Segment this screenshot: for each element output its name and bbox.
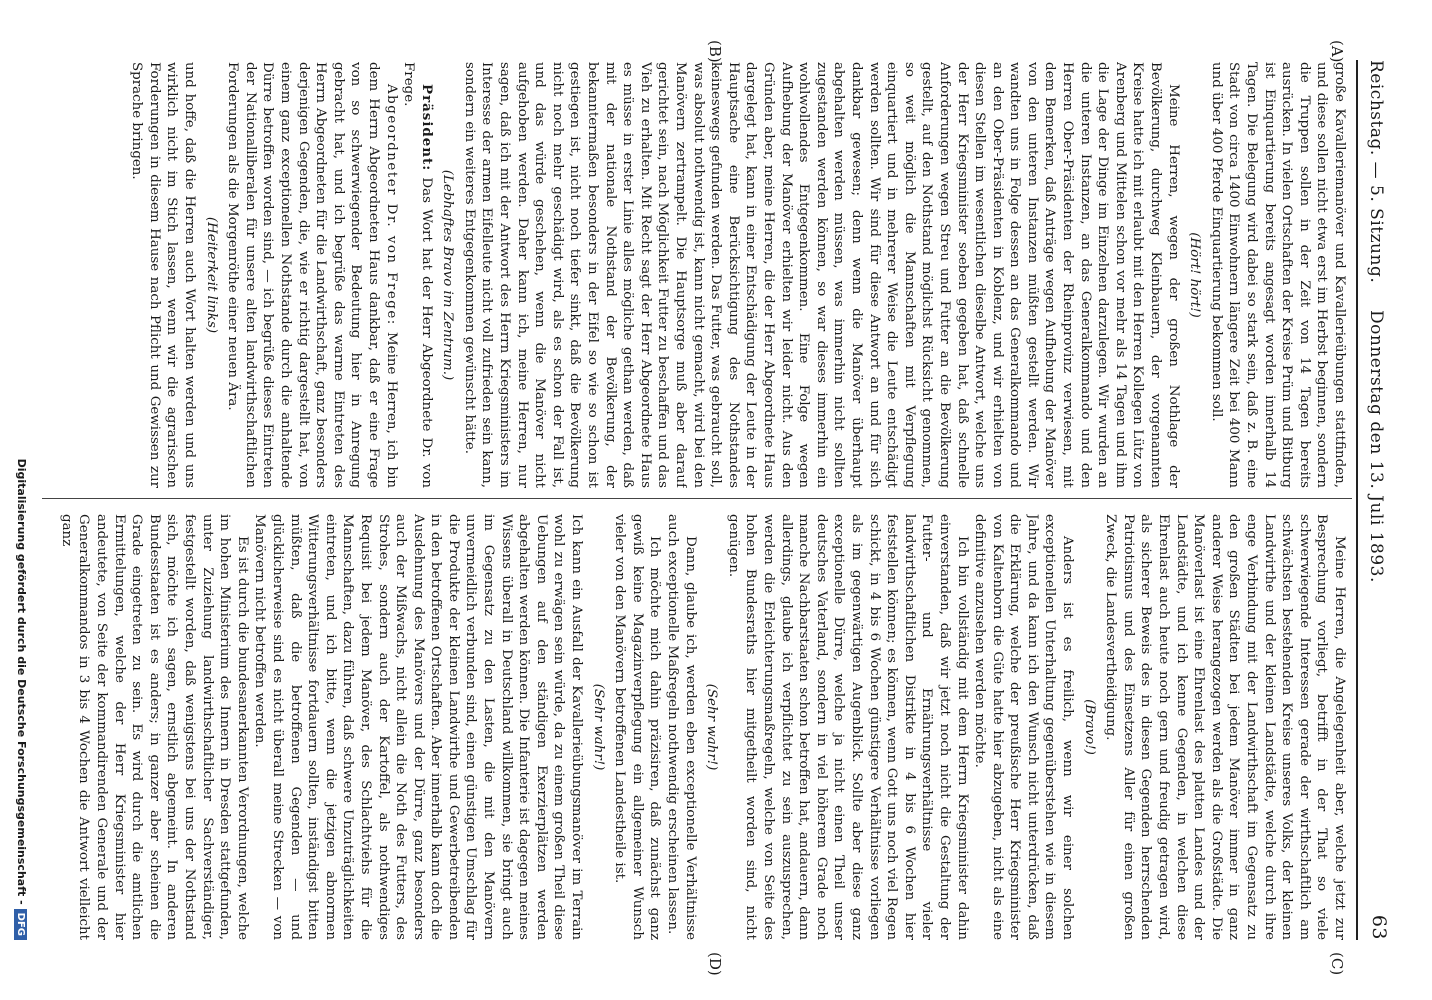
right-paragraph-7: Es ist durch die bundesanerkannten Verordnungen, welche im hohen Ministerium des Innern in Dresden stattgefunden, unter Zuziehung landwirthschaftlicher Sachverständiger, festgestellt worden, daß wenigstens bei uns der Nothstand sich, möchte ich sagen, ernstlich abgemeint. In anderen Bundesstaaten ist es anders; in ganzer aber scheinen die Grade eingetreten zu sein. Es wird durch die amtlichen Ermittelungen, welche der Herr Kriegsminister hier andeutete, von Seite der kommandirenden Generale und der Generalkommandos in 3 bis 4 Wochen die Antwort vielleicht ganz (58, 514, 250, 940)
left-paragraph-3 (400, 62, 435, 488)
right-column (48, 514, 1348, 940)
margin-mark-d: (D) (706, 952, 724, 976)
president-statement: Das Wort hat der Herr Abgeordnete Dr. von Frege. (401, 62, 434, 488)
left-remark-3: (Heiterkeit links) (203, 216, 219, 334)
president-label: Präsident: (418, 84, 435, 172)
header-rule (1356, 60, 1358, 940)
dfg-logo-badge: DFG (14, 909, 27, 940)
header-date: Donnerstag den 13. Juli 1893. (1366, 310, 1386, 583)
right-paragraph-4: Dann, glaube ich, werden eben exceptionelle Verhältnisse auch exceptionelle Maßregeln nothwendig erscheinen lassen. (665, 514, 698, 940)
right-paragraph-6: Ich kann ein Ausfall der Kavallerieübungsmanöver im Terrain wohl zu erwägen sein würde, da zu einem großen Theil diese Uebungen auf den ständigen Exerzierplätzen werden abgehalten werden können. Die Infanterie ist dagegen meines Wissens überall in Deutschland willkommen, sie bringt auch im Gegensatz zu den Lasten, die mit den Manövern unvermeidlich verbunden sind, einen günstigen Umschlag für die Produkte der kleinen Landwirthe und Gewerbetreibenden in den betroffenen Ortschaften. Aber innerhalb kann doch die Ausdehnung des Manövers und der Dürre, ganz besonders auch der Mißwachs, nicht allein die Noth des Futters, des Strohes, sondern auch der Kartoffel, als nothwendiges Requisit bei jedem Manöver, des Schlachtviehs für die Mannschaften, dazu führen, daß schwere Unzuträglichkeiten eintreten, und ich bitte, wenn die jetzigen abnormen Witterungsverhältnisse fortdauern sollten, inständigst bitten müßten, daß die betroffenen Gegenden — und glücklicherweise sind es nicht überall meine Strecken — von Manövern nicht betroffen werden. (252, 514, 585, 940)
right-remark-2: (Sehr wahr!) (704, 683, 720, 771)
margin-mark-a: (A) (1328, 40, 1346, 63)
page-number: 63 (1368, 914, 1390, 940)
speaker-frege-statement: Meine Herren, ich bin dem Herrn Abgeordneten Haus dankbar, daß er eine Frage von so schwerwiegender Bedeutung hier in Anregung gebracht hat, und ich begrüße das warme Eintreten des Herrn Abgeordneten für die Landwirthschaft, ganz besonders derjenigen Gegenden, die, wie er richtig dargestellt hat, von einem ganz exceptionellen Nothstande durch die anhaltende Dürre betroffen worden sind, — ich begrüße dieses Eintreten der Nationalliberalen für unsere alten landwirthschaftlichen Forderungen als die Morgenröthe einer neuen Ära. (225, 62, 399, 488)
speaker-frege-label: Abgeordneter Dr. von Frege: (383, 84, 399, 326)
left-paragraph-4 (224, 62, 400, 488)
left-remark-2: (Lebhaftes Bravo im Zentrum.) (440, 169, 456, 381)
left-paragraph-5: und hoffe, daß die Herren auch Wort halten werden und uns wirklich nicht im Stich lassen, wenn wir die agrarischen Forderungen in diesem Hause nach Pflicht und Gewissen zur Sprache bringen. (129, 62, 197, 488)
digitization-credit-text: Digitalisierung gefördert durch die Deutsche Forschungsgemeinschaft - (15, 458, 28, 905)
right-paragraph-5: Ich möchte mich dahin präzisiren, daß zunächst ganz gewiß keine Magazinverpflegung ein allgemeiner Wunsch vieler von den Manövern betroffenen Landestheile ist. (612, 514, 663, 940)
right-remark-3: (Sehr wahr!) (590, 683, 606, 771)
left-paragraph-1: große Kavalleriemanöver und Kavallerieübungen stattfinden, und diese sollen nicht etwa erst im Herbst beginnen, sondern die Truppen sollen in der Zeit von 14 Tagen bereits ausrücken. In vielen Ortschaften der Kreise Prüm und Bitburg ist Einquartierung bereits angesagt worden innerhalb 14 Tagen. Die Belegung wird dabei so stark sein, daß z. B. eine Stadt von circa 1400 Einwohnern längere Zeit bei 400 Mann und über 400 Pferde Einquartierung bekommen soll. (1208, 62, 1347, 488)
digitization-credit (14, 60, 28, 940)
left-column (48, 62, 1348, 488)
margin-mark-c: (C) (1328, 952, 1346, 976)
left-remark-1: (Hört! hört!) (1187, 232, 1203, 318)
page-header (1360, 60, 1390, 940)
right-paragraph-2: Anders ist es freilich, wenn wir einer solchen exceptionellen Unterhaltung gegenüberstehen wie in diesem Jahre, und da kann ich den Wunsch nicht unterdrücken, daß die Erklärung, welche der preußische Herr Kriegsminister von Kaltenborn die Güte hatte hier abzugeben, nicht als eine definitive anzusehen werden möchte. (972, 514, 1076, 940)
right-paragraph-3: Ich bin vollständig mit dem Herrn Kriegsminister dahin einverstanden, daß wir jetzt noch nicht die Gestaltung der Futter- und Ernährungsverhältnisse vieler landwirthschaftlichen Distrikte in 4 bis 6 Wochen hier feststellen können; es können, wenn Gott uns noch viel Regen schickt, in 4 bis 6 Wochen günstigere Verhältnisse vorliegen als im gegenwärtigen Augenblick. Sollte aber diese ganz exceptionelle Dürre, welche ja nicht einen Theil unser deutsches Vaterland, sondern in viel höherem Grade noch manche Nachbarstaaten schon betroffen hat, andauern, dann allerdings, glaube ich verpflichtet zu sein auszusprechen, werden die Erleichterungsmaßregeln, welche von Seite des hohen Bundesraths hier mitgetheilt worden sind, nicht genügen. (725, 514, 970, 940)
right-paragraph-1: Meine Herren, die Angelegenheit aber, welche jetzt zur Besprechung vorliegt, betrifft in der That so viele schwerwiegende Interessen gerade der wirthschaftlich am schwächsten bestehenden Kreise unseres Volks, der kleinen Landwirthe und der kleinen Landstädte, welche durch ihre enge Verbindung mit der Landwirthschaft im Gegensatz zu den großen Städten bei jedem Manöver immer in ganz anderer Weise herangezogen werden als die Großstädte. Die Manöverlast ist eine Ehrenlast des platten Landes und der Landstädte, und ich kenne Gegenden, in welchen diese Ehrenlast auch heute noch gern und freudig getragen wird, als sicherer Beweis des in diesen Gegenden herrschenden Patriotismus und des Einsetzens Aller für einen großen Zweck, die Landesvertheidigung. (1103, 514, 1347, 940)
left-paragraph-2: Meine Herren, wegen der großen Nothlage der Bevölkerung, durchweg Kleinbauern, der vorgenannten Kreise hatte ich mit erlaubt mit den Herren Kollegen Lütz von Arenberg und Mittelen schon vor mehr als 14 Tagen und ihm die Lage der Dinge im Einzelnen darzulegen. Wir wurden an die unteren Instanzen, an das Generalkommando und den Herren Ober-Präsidenten der Rheinprovinz verwiesen, mit dem Bemerken, daß Anträge wegen Aufhebung der Manöver von den unteren Instanzen müßten gestellt werden. Wir wandten uns in Folge dessen an das Generalkommando und an den Ober-Präsidenten in Koblenz, und wir erhielten von diesen Stellen im wesentlichen dieselbe Antwort, welche uns der Herr Kriegsminister soeben gegeben hat, daß schnelle Anforderungen wegen Streu und Futter an die Bevölkerung gestellt, auf den Nothstand möglichst Rücksicht genommen, so weit möglich die Mannschaften mit Verpflegung einquartiert und in mehrerer Weise die Leute entschädigt werden sollten. Wir sind für diese Antwort an und für sich dankbar gewesen; denn wenn die Manöver überhaupt abgehalten werden müssen, was immerhin nicht sollten zugestanden werden können, so war dieses immerhin ein wohlwollendes Entgegenkommen. Eine Folge wegen Aufhebung der Manöver erhielten wir leider nicht. Aus den Gründen aber, meine Herren, die der Herr Abgeordnete Haus dargelegt hat, kann in einer Entschädigung der Leute in der Hauptsache eine Berücksichtigung des Nothstandes keineswegs gefunden werden. Das Futter, was gebraucht soll, was absolut nothwendig ist, kann nicht gemacht, wird bei den Manövern zertrampelt. Die Hauptsorge muß aber darauf gerichtet sein, nach Möglichkeit Futter zu beschaffen und das Vieh zu erhalten. Mit Recht sagt der Herr Abgeordnete Haus es müsse in erster Linie alles mögliche gethan werden, daß mit der nationale Nothstand der Bevölkerung, der bekanntermaßen besonders in der Eifel so wie so schon ist gestiegen ist, nicht noch tiefer sinkt, daß die Bevölkerung nicht noch mehr geschädigt wird, als es schon der Fall ist, und das würde geschehen, wenn die Manöver nicht aufgehoben werden. Daher kann ich, meine Herren, nur sagen, daß ich mit der Antwort des Herrn Kriegsministers im Interesse der armen Eifelleute nicht voll zufrieden sein kann, sondern ein weiteres Entgegenkommen gewünscht hätte. (461, 62, 1181, 488)
margin-mark-b: (B) (706, 40, 724, 63)
header-session-title: Reichstag. — 5. Sitzung. (1366, 60, 1386, 284)
right-remark-1: (Bravo!) (1081, 699, 1097, 755)
column-divider (42, 498, 1352, 499)
